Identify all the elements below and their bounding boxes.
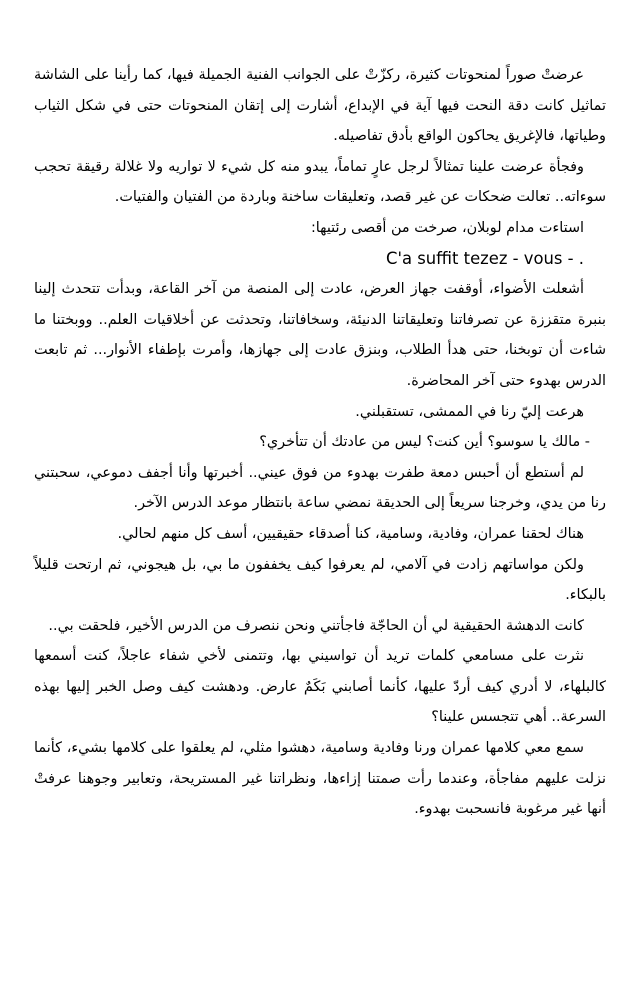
paragraph: هرعت إليّ رنا في الممشى، تستقبلني.	[355, 403, 584, 420]
paragraph: وفجأة عرضت علينا تمثالاً لرجل عارٍ تماماً، يبدو منه كل شيء لا تواريه ولا غلالة رقيقة تحجب سوءاته.. تعالت ضحكات عن غير قصد، وتعليقات ساخنة وباردة من الفتيان والفتيات.	[34, 158, 606, 206]
paragraph: لم أستطع أن أحبس دمعة طفرت بهدوء من فوق عيني.. أخبرتها وأنا أجفف دموعي، سحبتني رنا من يدي، وخرجنا سريعاً إلى الحديقة نمضي ساعة بانتظار موعد الدرس الآخر.	[34, 464, 606, 512]
paragraph: استاءت مدام لوبلان، صرخت من أقصى رئتيها:	[310, 219, 584, 236]
dialogue-line: - مالك يا سوسو؟ أين كنت؟ ليس من عادتك أن تتأخري؟	[259, 434, 590, 451]
paragraph: عرضتْ صوراً لمنحوتات كثيرة، ركزّتْ على الجوانب الفنية الجميلة فيها، كما رأينا على الشاشة تماثيل كانت دقة النحت فيها آية في الإبداع، أشارت إلى إتقان المنحوتات حتى في شكل الثياب وطياتها، فالإغريق يحاكون الواقع بأدق تفاصيله.	[34, 67, 606, 145]
paragraph: هناك لحقنا عمران، وفادية، وسامية، كنا أصدقاء حقيقيين، أسف كل منهم لحالي.	[117, 525, 584, 542]
paragraph: سمع معي كلامها عمران ورنا وفادية وسامية، دهشوا مثلي، لم يعلقوا على كلامها بشيء، كأنما نزلت عليهم مفاجأة، وعندما رأت صمتنا إزاءها، ونظراتنا غير المستريحة، وتعابير وجوهنا عرفتْ أنها غير مرغوبة فانسحبت بهدوء.	[34, 740, 606, 818]
document-page	[34, 60, 606, 825]
paragraph: ولكن مواساتهم زادت في آلامي، لم يعرفوا كيف يخففون ما بي، بل هيجوني، ثم ارتحت قليلاً بالبكاء.	[34, 556, 606, 604]
paragraph: كانت الدهشة الحقيقية لي أن الحاجّة فاجأتني ونحن ننصرف من الدرس الأخير، فلحقت بي..	[48, 617, 584, 634]
paragraph: أشعلت الأضواء، أوقفت جهاز العرض، عادت إلى المنصة من آخر القاعة، وبدأت تتحدث إلينا بنبرة متقززة عن تصرفاتنا وتعليقاتنا الدنيئة، وسخافاتنا، وتحدثت عن أخلاقيات العلم.. ووبختنا ما شاءت أن توبخنا، حتى هدأ الطلاب، وبنزق عادت إلى جهازها، وأمرت بإطفاء الأنوار... ثم تابعت الدرس بهدوء حتى آخر المحاضرة.	[34, 281, 606, 389]
paragraph: نثرت على مسامعي كلمات تريد أن تواسيني بها، وتتمنى لأخي شفاء عاجلاً، كنت أسمعها كالبلهاء، لا أدري كيف أردّ عليها، كأنما أصابني بَكَمٌ عارض. ودهشت كيف وصل الخبر إليها بهذه السرعة.. أهي تتجسس علينا؟	[34, 648, 606, 726]
french-quote-line: . - C'a suffit tezez - vous	[386, 248, 584, 268]
